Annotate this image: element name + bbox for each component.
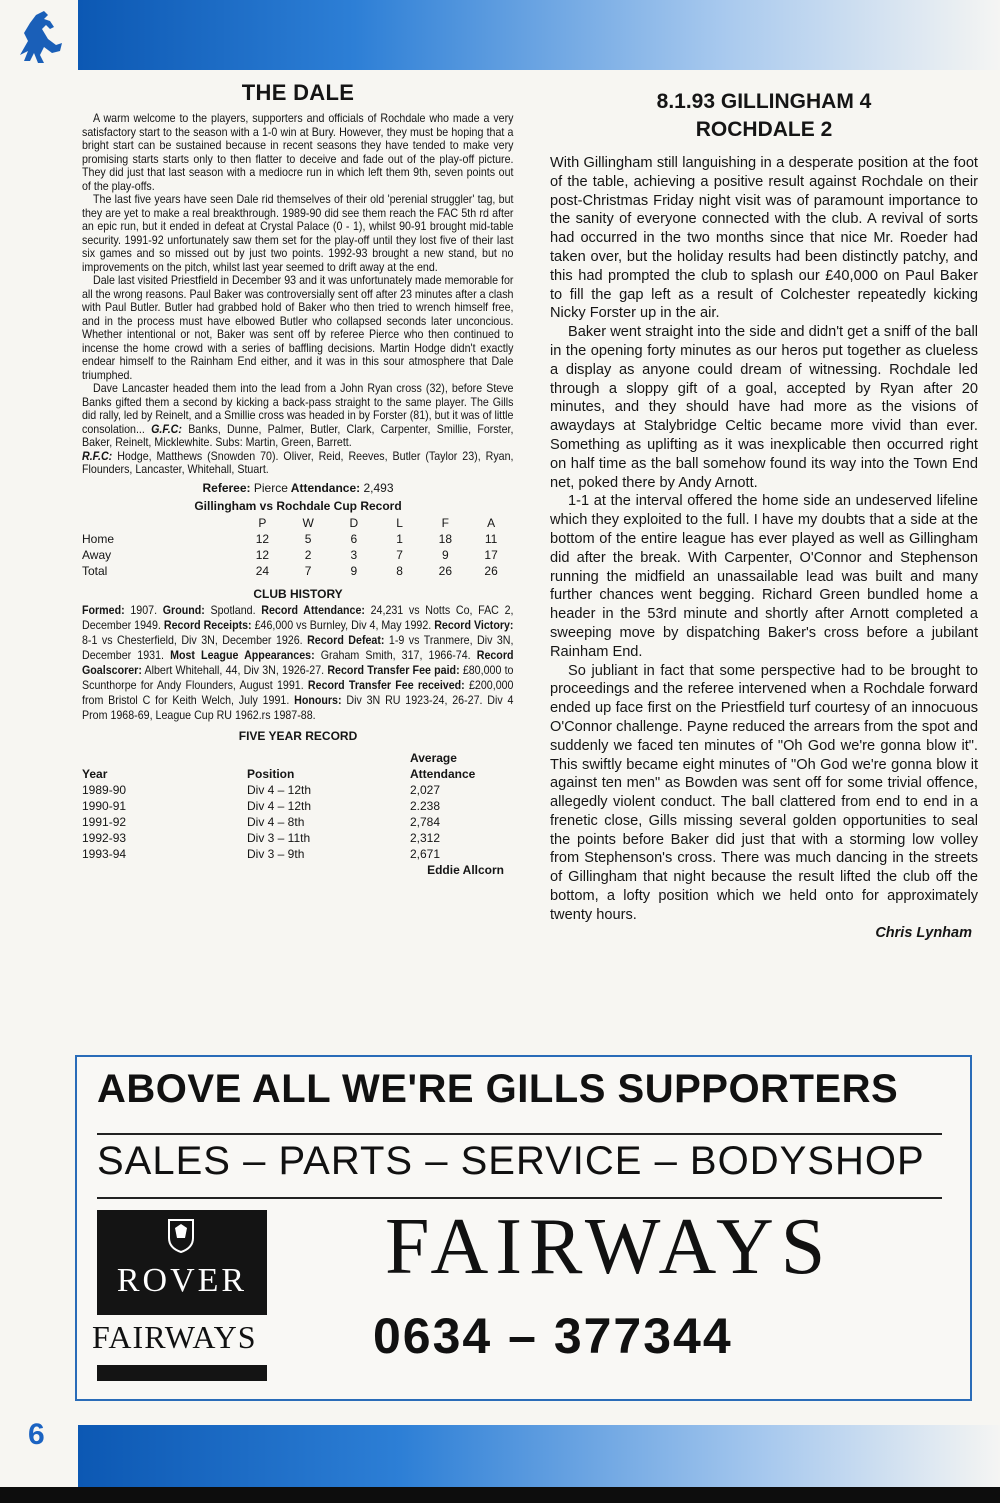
club-profile-column bbox=[82, 80, 514, 877]
column-header: Attendance bbox=[410, 766, 476, 781]
row-label: Total bbox=[82, 563, 108, 578]
footer-banner bbox=[78, 1425, 1000, 1487]
history-value: Div 3N RU 1923-24, 26-27. Div 4 Prom 1968-69, League Cup RU 1962.rs 1987-88. bbox=[82, 693, 514, 722]
column-header: A bbox=[487, 515, 496, 530]
table-cell: 26 bbox=[438, 563, 453, 578]
table-cell: 2,312 bbox=[410, 830, 441, 845]
club-history-title: CLUB HISTORY bbox=[253, 586, 343, 601]
history-key: Ground: bbox=[162, 603, 205, 617]
report-paragraph: 1-1 at the interval offered the home side an undeserved lifeline which they exploited to the full. I have my doubts that a side at the bottom of the entire league has ever played as well as Gillingham did after the break. With Carpenter, O'Connor and Stephenson running the midfield an unassailable lead was built and many further chances went begging. Richard Green bundled home a header in the 53rd minute and shortly after Arnott completed a sweeping move by dispatching Baker's cross before a jubilant Rainham End. bbox=[550, 493, 978, 660]
rover-wordmark: ROVER bbox=[116, 1262, 248, 1299]
history-value: £46,000 vs Burnley, Div 4, May 1992. bbox=[251, 618, 435, 632]
history-value: 1907. bbox=[124, 603, 163, 617]
table-cell: 17 bbox=[484, 547, 498, 562]
fairways-advert bbox=[75, 1055, 972, 1401]
table-header-row bbox=[82, 515, 514, 531]
author-byline: Eddie Allcorn bbox=[427, 862, 504, 877]
history-key: Record Victory: bbox=[434, 618, 514, 632]
table-cell: 1989-90 bbox=[82, 782, 127, 797]
history-key: Most League Appearances: bbox=[170, 648, 315, 662]
history-value: 24,231 vs Notts Co, FAC 2, December 1949. bbox=[82, 603, 514, 632]
column-header: D bbox=[349, 515, 359, 530]
table-header-row bbox=[82, 749, 514, 765]
table-cell: 9 bbox=[442, 547, 449, 562]
history-value: 8-1 vs Chesterfield, Div 3N, December 1926. bbox=[82, 633, 308, 647]
history-value: Graham Smith, 317, 1966-74. bbox=[314, 648, 477, 662]
history-key: Formed: bbox=[82, 603, 125, 617]
column-header: Average bbox=[410, 750, 457, 765]
table-row bbox=[82, 531, 514, 547]
table-cell: 2,671 bbox=[410, 846, 441, 861]
table-cell: Div 3 – 9th bbox=[247, 846, 305, 861]
table-cell: 2 bbox=[304, 547, 312, 562]
page-number: 6 bbox=[28, 1418, 45, 1451]
table-row bbox=[82, 813, 514, 829]
table-header-row bbox=[82, 765, 514, 781]
table-row bbox=[82, 845, 514, 861]
table-cell: 7 bbox=[304, 563, 312, 578]
table-cell: Div 4 – 12th bbox=[247, 782, 312, 797]
divider bbox=[97, 1197, 942, 1199]
cup-record-title: Gillingham vs Rochdale Cup Record bbox=[194, 498, 402, 513]
author-byline: Chris Lynham bbox=[875, 924, 972, 941]
gfc-lineup: Banks, Dunne, Palmer, Butler, Clark, Carpenter, Smillie, Forster, Baker, Reinelt, Micklewhite. Subs: Martin, Green, Barrett. bbox=[82, 422, 514, 449]
column-header: F bbox=[441, 515, 450, 530]
table-cell: 2,784 bbox=[410, 814, 441, 829]
table-cell: 1991-92 bbox=[82, 814, 127, 829]
row-label: Home bbox=[82, 531, 115, 546]
table-cell: 6 bbox=[350, 531, 358, 546]
divider bbox=[97, 1365, 267, 1381]
kent-horse-logo bbox=[10, 5, 68, 67]
report-paragraph: With Gillingham still languishing in a desperate position at the foot of the table, achieving a positive result against Rochdale on their post-Christmas Friday night visit was of paramount importance to the sanity of everyone connected with the club. A revival of sorts had occurred in the two months since that nice Mr. Roeder had taken over, but the holiday results had been distinctly patchy, and this had prompted the club to splash our £40,000 on Paul Baker to fill the gap left as a result of Colchester repeatedly kicking Nicky Forster up in the air. bbox=[550, 155, 978, 322]
rover-badge bbox=[97, 1210, 267, 1315]
table-cell: 18 bbox=[438, 531, 453, 546]
history-value: Spotland. bbox=[204, 603, 262, 617]
profile-paragraph: Dale last visited Priestfield in December 93 and it was unfortunately made memorable for all the wrong reasons. Paul Baker was controversially sent off after 23 minutes after a clash with Paul Butler. Butler had grabbed hold of Baker who then tried to wrench himself free, and in the process must have elbowed Butler who collapsed seconds later unconcious. Whether intentional or not, Baker was sent off by referee Pierce who then continued to incense the home crowd with a series of baffling decisions. Martin Hodge didn't exactly endear himself to the Rainham End either, and it was in this sour atmosphere that Dale triumphed. bbox=[82, 274, 514, 382]
table-cell: 7 bbox=[396, 547, 403, 562]
history-key: Record Transfer Fee received: bbox=[307, 678, 465, 692]
divider bbox=[97, 1133, 942, 1135]
header-banner bbox=[78, 0, 1000, 70]
attendance-value: 2,493 bbox=[363, 480, 394, 495]
column-header: Position bbox=[247, 766, 295, 781]
rover-shield-icon bbox=[167, 1218, 195, 1254]
page-edge bbox=[0, 1487, 1000, 1503]
column-header: Year bbox=[82, 766, 108, 781]
table-cell: 11 bbox=[484, 531, 498, 546]
match-title-line: 8.1.93 GILLINGHAM 4 bbox=[656, 90, 872, 113]
table-cell: Div 3 – 11th bbox=[247, 830, 311, 845]
history-key: Record Defeat: bbox=[307, 633, 385, 647]
history-value: £80,000 to Scunthorpe for Andy Flounders, August 1991. bbox=[82, 663, 514, 692]
ad-headline: ABOVE ALL WE'RE GILLS SUPPORTERS bbox=[97, 1067, 899, 1111]
table-cell: 12 bbox=[255, 547, 270, 562]
table-cell: 2,027 bbox=[410, 782, 441, 797]
table-cell: 8 bbox=[396, 563, 403, 578]
cup-record-table bbox=[82, 515, 514, 579]
history-key: Honours: bbox=[294, 693, 342, 707]
table-row bbox=[82, 829, 514, 845]
fairways-small-wordmark: FAIRWAYS bbox=[92, 1319, 257, 1355]
rfc-label: R.F.C: bbox=[82, 449, 113, 463]
history-key: Record Goalscorer: bbox=[82, 648, 514, 677]
table-cell: Div 4 – 12th bbox=[247, 798, 312, 813]
match-title bbox=[550, 88, 978, 144]
profile-paragraph: A warm welcome to the players, supporters and officials of Rochdale who made a very satisfactory start to the season with a 1-0 win at Bury. However, they must be hoping that a bright start can be sustained because in recent seasons they have tended to make very promising starts starts only to then flatter to deceive and fade out of the play-off picture. They did just that last season with a mediocre run in which left them 9th, seven points out of the play-offs. bbox=[82, 112, 514, 193]
rfc-lineup-paragraph bbox=[82, 450, 513, 477]
table-cell: 2.238 bbox=[410, 798, 441, 813]
table-cell: 5 bbox=[304, 531, 312, 546]
profile-paragraph: The last five years have seen Dale rid themselves of their old 'perenial struggler' tag, but they are yet to make a real breakthrough. 1989-90 did see them reach the FAC 5th rd after an epic run, but it ended in defeat at Crystal Palace (0 - 1), whilst 90-91 brought mid-table security. 1991-92 unfortunately saw them set for the play-off until they lost five of their last six games and so missed out by just two points. 1992-93 brought a new stand, but no improvements on the pitch, whilst last year seemed to drift away at the end. bbox=[82, 193, 514, 274]
referee-line bbox=[82, 481, 514, 495]
report-paragraph: So jubliant in fact that some perspective had to be brought to proceedings and the referee intervened when a Rochdale forward ended up face first on the Priestfield turf courtesy of an innocuous O'Connor challenge. Payne reduced the arrears from the spot and suddenly we faced ten minutes of "Oh God we're gonna blow it". This swiftly became eight minutes of "Oh God we're gonna blow it against ten men" as Bowden was sent off for some trivial offence, allegedly violent conduct. The ball clattered from end to end in a frenetic close, Gills missing several golden opportunities to seal the points before Baker did just that with a storming low volley from Stephenson's cross. There was much dancing in the streets of Gillingham that night because the result lifted the club off the bottom, a lofty position which we held onto for approximately twenty hours. bbox=[550, 662, 978, 923]
five-year-title: FIVE YEAR RECORD bbox=[238, 728, 358, 743]
history-value: Albert Whitehall, 44, Div 3N, 1926-27. bbox=[141, 663, 328, 677]
profile-paragraph bbox=[82, 382, 513, 450]
gfc-label: G.F.C: bbox=[151, 422, 182, 436]
report-paragraph: Baker went straight into the side and didn't get a sniff of the ball in the opening forty minutes as our heros put together as clueless a display as anyone could dream of witnessing. Rochdale led through a sloppy gift of a goal, accepted by Ryan after 20 minutes, and they should have had more as the visions of awaydays at Stalybridge Celtic became more vivid than ever. Something as uplifting as it was inexplicable then occurred right on half time as the ball somehow found its way into the Town End net, poked there by Andy Arnott. bbox=[550, 324, 978, 491]
table-cell: 26 bbox=[484, 563, 498, 578]
table-cell: Div 4 – 8th bbox=[247, 814, 305, 829]
table-row bbox=[82, 563, 514, 579]
table-cell: 1 bbox=[396, 531, 403, 546]
table-row bbox=[82, 547, 514, 563]
referee-label: Referee: bbox=[202, 480, 251, 495]
ad-services: SALES – PARTS – SERVICE – BODYSHOP bbox=[97, 1139, 925, 1183]
paragraph-text: Dave Lancaster headed them into the lead from a John Ryan cross (32), before Steve Banks gifted them a second by kicking a back-pass straight to the same player. The Gills did rally, led by Reinelt, and a Smillie cross was headed in by Forster (81), but it was of little consolation... bbox=[82, 382, 514, 436]
column-header: L bbox=[396, 515, 403, 530]
history-key: Record Receipts: bbox=[163, 618, 252, 632]
match-title-line: ROCHDALE 2 bbox=[695, 118, 833, 141]
match-report-column bbox=[550, 88, 978, 941]
table-cell: 1993-94 bbox=[82, 846, 127, 861]
history-value: 1-9 vs Tranmere, Div 3N, December 1931. bbox=[82, 633, 514, 662]
phone-number: 0634 – 377344 bbox=[373, 1308, 733, 1364]
column-header: W bbox=[302, 515, 314, 530]
table-cell: 24 bbox=[255, 563, 270, 578]
column-header: P bbox=[258, 515, 267, 530]
table-cell: 1992-93 bbox=[82, 830, 127, 845]
table-row bbox=[82, 797, 514, 813]
article-title: THE DALE bbox=[241, 80, 355, 105]
history-value: £200,000 from Bristol C for Keith Welch, July 1991. bbox=[82, 678, 514, 707]
table-cell: 12 bbox=[255, 531, 270, 546]
five-year-table bbox=[82, 749, 514, 861]
table-cell: 1990-91 bbox=[82, 798, 127, 813]
referee-name: Pierce bbox=[253, 480, 288, 495]
rfc-lineup: Hodge, Matthews (Snowden 70). Oliver, Reid, Reeves, Butler (Taylor 23), Ryan, Flounders, Lancaster, Whitehall, Stuart. bbox=[82, 449, 514, 476]
table-row bbox=[82, 781, 514, 797]
table-cell: 9 bbox=[350, 563, 358, 578]
table-cell: 3 bbox=[350, 547, 358, 562]
row-label: Away bbox=[82, 547, 112, 562]
attendance-label: Attendance: bbox=[290, 480, 361, 495]
history-key: Record Attendance: bbox=[261, 603, 365, 617]
history-key: Record Transfer Fee paid: bbox=[327, 663, 460, 677]
fairways-wordmark: FAIRWAYS bbox=[385, 1203, 833, 1291]
club-history-text bbox=[82, 603, 513, 723]
